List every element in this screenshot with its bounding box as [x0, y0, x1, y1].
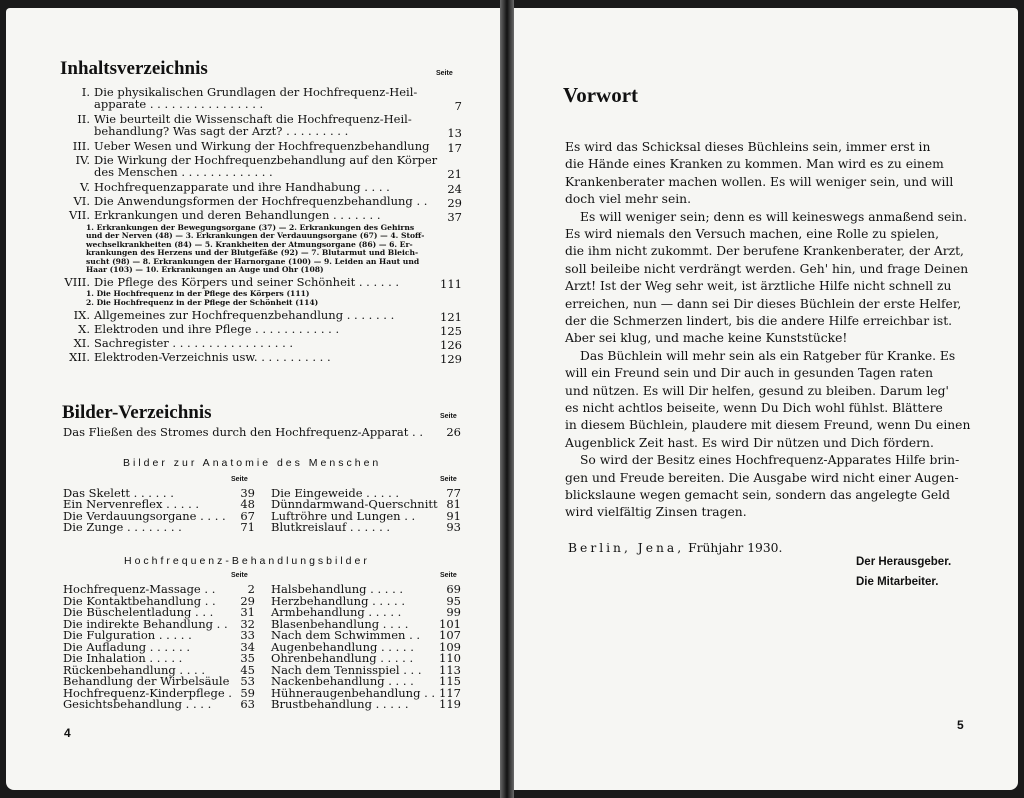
- bilder-first-page: 26: [446, 425, 461, 439]
- picture-label: Hochfrequenz-Massage . .: [63, 582, 216, 596]
- picture-page: 115: [439, 674, 461, 688]
- toc-sub-line: krankungen des Herzens und der Blutgefäße (92) — 7. Blutarmut und Bleich-: [86, 248, 419, 258]
- toc-roman: V.: [80, 180, 90, 194]
- picture-label: Dünndarmwand-Querschnitt: [271, 497, 438, 512]
- toc-page: 21: [447, 167, 462, 181]
- vorwort-line: in diesem Büchlein, plaudere mit diesem Freund, wenn Du einen: [565, 418, 971, 433]
- picture-page: 110: [439, 651, 461, 665]
- hf-seite-right: Seite: [440, 572, 457, 579]
- hf-list-left: [63, 584, 255, 712]
- left-folio: 4: [64, 726, 71, 740]
- vorwort-line: soll beileibe nicht verdrängt werden. Geh' hin, und frage Deinen: [565, 261, 969, 276]
- toc-label: Die Pflege des Körpers und seiner Schönheit . . . . . .: [94, 275, 400, 290]
- picture-page: 63: [240, 697, 255, 711]
- picture-page: 119: [439, 697, 461, 711]
- sign-mitarbeiter: Die Mitarbeiter.: [856, 576, 939, 588]
- toc-page: 24: [447, 182, 462, 196]
- toc-page: 13: [447, 126, 462, 140]
- anatomie-list-left: [63, 488, 255, 536]
- hf-list-right: [271, 584, 461, 712]
- toc-roman: III.: [72, 139, 90, 153]
- anatomie-seite-left: Seite: [231, 476, 248, 483]
- toc-page: 126: [440, 338, 462, 353]
- picture-page: 117: [439, 685, 461, 700]
- toc-title: Inhaltsverzeichnis: [60, 58, 208, 79]
- picture-label: Die Zunge . . . . . . . .: [63, 520, 182, 535]
- toc-label: Elektroden-Verzeichnis usw. . . . . . . . . . .: [94, 350, 331, 365]
- bilder-title: Bilder-Verzeichnis: [62, 402, 212, 423]
- place: Berlin, Jena,: [568, 541, 685, 555]
- toc-label: des Menschen . . . . . . . . . . . . .: [94, 165, 273, 179]
- picture-label: Hühneraugenbehandlung . .: [271, 685, 436, 700]
- toc-entry: [62, 195, 462, 208]
- picture-page: 95: [446, 593, 461, 608]
- toc-label: behandlung? Was sagt der Arzt? . . . . . . . . .: [94, 124, 349, 138]
- vorwort-line: gen und Freude bereiten. Die Ausgabe wird nicht einer Augen-: [565, 470, 959, 485]
- picture-label: Augenbehandlung . . . . .: [271, 639, 414, 654]
- picture-page: 59: [240, 685, 255, 700]
- anatomie-caption: Bilder zur Anatomie des Menschen: [123, 457, 382, 469]
- toc-roman: XI.: [73, 336, 90, 351]
- picture-label: Gesichtsbehandlung . . . .: [63, 697, 212, 711]
- picture-page: 69: [446, 582, 461, 596]
- bilder-first-label: Das Fließen des Stromes durch den Hochfrequenz-Apparat . .: [63, 425, 423, 439]
- picture-entry: [63, 699, 255, 710]
- picture-label: Die Kontaktbehandlung . .: [63, 593, 216, 608]
- toc-label: Sachregister . . . . . . . . . . . . . . . . .: [94, 336, 294, 351]
- toc-sub-line: 1. Die Hochfrequenz in der Pflege des Körpers (111): [86, 289, 310, 299]
- toc-sub-line: wechselkrankheiten (84) — 5. Krankheiten der Atmungsorgane (86) — 6. Er-: [86, 239, 413, 249]
- right-folio: 5: [957, 718, 964, 732]
- toc-entry: [62, 209, 462, 222]
- vorwort-line: die Hände eines Kranken zu kommen. Man wird es zu einem: [565, 157, 944, 172]
- toc-page: 121: [440, 310, 462, 325]
- vorwort-line: und nützen. Es will Dir helfen, gesund zu bleiben. Darum leg': [565, 383, 949, 398]
- toc-roman: II.: [77, 112, 90, 126]
- picture-entry: [63, 522, 255, 533]
- picture-page: 45: [240, 662, 255, 677]
- vorwort-line: So wird der Besitz eines Hochfrequenz-Apparates Hilfe brin-: [580, 453, 960, 468]
- picture-label: Die Fulguration . . . . .: [63, 628, 192, 642]
- toc-sub-line: 1. Erkrankungen der Bewegungsorgane (37) — 2. Erkrankungen des Gehirns: [86, 223, 415, 232]
- picture-label: Herzbehandlung . . . . .: [271, 593, 405, 608]
- toc-label: Erkrankungen und deren Behandlungen . . . . . . .: [94, 208, 381, 222]
- vorwort-line: der die Schmerzen lindert, bis die andere Hilfe erreichbar ist.: [565, 314, 953, 328]
- toc-page: 37: [447, 210, 462, 224]
- hf-seite-left: Seite: [231, 572, 248, 579]
- picture-entry: [271, 522, 461, 533]
- vorwort-line: es nicht achtlos beiseite, wenn Du Dich wohl fühlst. Blättere: [565, 401, 943, 415]
- toc-entry: [62, 308, 462, 325]
- toc-roman: XII.: [69, 350, 90, 365]
- sign-herausgeber: Der Herausgeber.: [856, 556, 952, 568]
- toc-label: Allgemeines zur Hochfrequenzbehandlung . . . . . . .: [94, 308, 395, 323]
- toc-sub-line: 2. Die Hochfrequenz in der Pflege der Schönheit (114): [86, 297, 319, 307]
- picture-page: 32: [240, 616, 255, 631]
- picture-label: Nach dem Tennisspiel . . .: [271, 662, 422, 677]
- toc-entry: [62, 86, 462, 112]
- picture-page: 109: [439, 639, 461, 654]
- picture-label: Die indirekte Behandlung . .: [63, 616, 228, 631]
- toc-entry: [62, 181, 462, 194]
- vorwort-title: Vorwort: [563, 83, 639, 107]
- vorwort-line: blickslaune wegen gemacht sein, sondern das angelegte Geld: [565, 488, 950, 502]
- picture-page: 91: [446, 508, 461, 523]
- picture-label: Rückenbehandlung . . . .: [63, 662, 205, 677]
- toc-roman: X.: [78, 322, 90, 337]
- toc-entry: [62, 140, 462, 153]
- anatomie-list-right: [271, 488, 461, 536]
- picture-page: 53: [240, 674, 255, 688]
- vorwort-line: Es wird das Schicksal dieses Büchleins sein, immer erst in: [565, 140, 931, 154]
- toc-page: 17: [447, 141, 462, 155]
- toc-label: Hochfrequenzapparate und ihre Handhabung . . . .: [94, 180, 390, 194]
- picture-entry: [271, 699, 461, 710]
- picture-page: 39: [240, 486, 255, 500]
- picture-page: 81: [446, 497, 461, 512]
- toc-roman: VIII.: [64, 275, 90, 290]
- toc-label: apparate . . . . . . . . . . . . . . . .: [94, 97, 264, 111]
- toc-entry: [62, 113, 462, 139]
- picture-page: 101: [439, 616, 461, 631]
- toc-roman: VI.: [73, 194, 90, 208]
- toc-page: 129: [440, 352, 462, 367]
- toc-label: Ueber Wesen und Wirkung der Hochfrequenzbehandlung: [94, 139, 430, 153]
- toc-roman: I.: [81, 85, 90, 99]
- toc-sub-line: sucht (98) — 8. Erkrankungen der Harnorgane (100) — 9. Leiden an Haut und: [86, 256, 420, 266]
- toc-page: 125: [440, 324, 462, 339]
- vorwort-line: Das Büchlein will mehr sein als ein Ratgeber für Kranke. Es: [580, 348, 956, 363]
- toc-roman: VII.: [68, 208, 90, 222]
- picture-label: Das Skelett . . . . . .: [63, 486, 174, 500]
- picture-page: 71: [240, 520, 255, 535]
- picture-label: Die Aufladung . . . . . .: [63, 639, 190, 654]
- toc-seite-label: Seite: [436, 70, 453, 77]
- hf-caption: Hochfrequenz-Behandlungsbilder: [124, 555, 370, 567]
- vorwort-line: wird vielfältig Zinsen tragen.: [565, 505, 747, 520]
- toc-page: 111: [440, 277, 462, 292]
- picture-page: 99: [446, 605, 461, 619]
- toc-roman: IV.: [75, 153, 90, 167]
- vorwort-line: Krankenberater machen wollen. Es will weniger sein, und will: [565, 174, 954, 189]
- picture-page: 2: [247, 582, 255, 596]
- toc-label: Die physikalischen Grundlagen der Hochfrequenz-Heil-: [94, 85, 418, 99]
- vorwort-line: Es will weniger sein; denn es will keineswegs anmaßend sein.: [580, 209, 967, 224]
- toc-entry: [62, 275, 462, 292]
- vorwort-line: Augenblick Zeit hast. Es wird Dir nützen und Dich fördern.: [565, 435, 934, 450]
- date: Frühjahr 1930.: [688, 541, 783, 555]
- toc-page: 7: [454, 99, 462, 113]
- picture-page: 34: [240, 639, 255, 654]
- picture-page: 67: [240, 508, 255, 523]
- picture-label: Die Inhalation . . . . .: [63, 651, 183, 665]
- toc-label: Wie beurteilt die Wissenschaft die Hochfrequenz-Heil-: [94, 112, 412, 126]
- picture-label: Behandlung der Wirbelsäule: [63, 674, 230, 688]
- vorwort-line: Es wird niemals den Versuch machen, eine Rolle zu spielen,: [565, 227, 939, 241]
- picture-label: Blasenbehandlung . . . .: [271, 616, 409, 631]
- toc-label: Die Wirkung der Hochfrequenzbehandlung auf den Körper: [94, 153, 438, 167]
- picture-page: 48: [240, 497, 255, 512]
- picture-label: Nackenbehandlung . . . .: [271, 674, 414, 688]
- vorwort-line: die ihm nicht zukommt. Der berufene Krankenberater, der Arzt,: [565, 244, 964, 259]
- picture-label: Ein Nervenreflex . . . . .: [63, 497, 200, 512]
- toc-sub-line: und der Nerven (48) — 3. Erkrankungen der Verdauungsorgane (67) — 4. Stoff-: [86, 231, 425, 241]
- bilder-first-entry: [63, 427, 461, 438]
- picture-label: Die Büschelentladung . . .: [63, 605, 214, 619]
- picture-label: Die Verdauungsorgane . . . .: [63, 508, 226, 523]
- picture-page: 113: [439, 662, 461, 677]
- picture-label: Blutkreislauf . . . . . .: [271, 520, 391, 535]
- picture-label: Hochfrequenz-Kinderpflege .: [63, 685, 232, 700]
- picture-label: Ohrenbehandlung . . . . .: [271, 651, 414, 665]
- toc-entry: [62, 322, 462, 339]
- vorwort-line: Aber sei klug, und mache keine Kunststücke!: [565, 331, 848, 346]
- picture-page: 107: [439, 628, 461, 642]
- vorwort-line: Arzt! Ist der Weg sehr weit, ist ärztliche Hilfe nicht schnell zu: [565, 279, 952, 294]
- toc-label: Die Anwendungsformen der Hochfrequenzbehandlung . .: [94, 194, 428, 208]
- picture-page: 33: [240, 628, 255, 642]
- anatomie-seite-right: Seite: [440, 476, 457, 483]
- picture-page: 93: [446, 520, 461, 535]
- picture-page: 31: [240, 605, 255, 619]
- bilder-seite-label: Seite: [440, 413, 457, 420]
- picture-page: 77: [446, 486, 461, 500]
- toc-page: 29: [447, 196, 462, 210]
- toc-entry: [62, 350, 462, 367]
- vorwort-line: erreichen, nun — dann sei Dir dieses Büchlein der erste Helfer,: [565, 296, 962, 311]
- picture-page: 29: [240, 593, 255, 608]
- toc-list: [62, 86, 462, 386]
- picture-page: 35: [240, 651, 255, 665]
- toc-sub-line: Haar (103) — 10. Erkrankungen an Auge und Ohr (108): [86, 265, 324, 274]
- vorwort-line: doch viel mehr sein.: [565, 192, 691, 207]
- toc-entry: [62, 336, 462, 353]
- toc-label: Elektroden und ihre Pflege . . . . . . . . . . . .: [94, 322, 340, 337]
- book-gutter: [500, 0, 514, 798]
- picture-label: Halsbehandlung . . . . .: [271, 582, 404, 596]
- picture-label: Armbehandlung . . . . .: [271, 605, 402, 619]
- vorwort-line: will ein Freund sein und Dir auch in gesunden Tagen raten: [565, 366, 934, 381]
- toc-roman: IX.: [73, 308, 90, 323]
- toc-entry: [62, 154, 462, 180]
- picture-label: Brustbehandlung . . . . .: [271, 697, 409, 711]
- picture-label: Luftröhre und Lungen . .: [271, 508, 416, 523]
- picture-label: Nach dem Schwimmen . .: [271, 628, 421, 642]
- picture-label: Die Eingeweide . . . . .: [271, 486, 400, 500]
- place-date: [568, 541, 782, 555]
